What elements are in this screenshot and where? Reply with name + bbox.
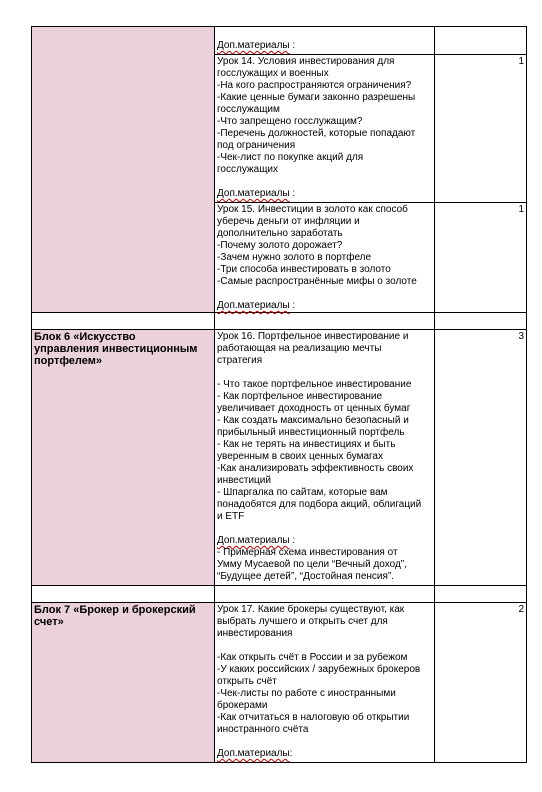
lesson-cell-14: Урок 14. Условия инвестирования для госслужащих и военных -На кого распространяются ограничения? -Какие ценные бумаги законно разрешены госслужащим -Что запрещено госслужащим? -Перечень должностей, которые попадают под ограничения -Чек-лист по покупке акций для госслужащих Доп.материалы : <box>215 55 435 203</box>
lesson-line: -Чек-лист по покупке акций для <box>217 152 364 163</box>
lesson-line: -Что запрещено госслужащим? <box>217 116 363 127</box>
lesson-line: -Как открыть счёт в России и за рубежом <box>217 652 408 663</box>
spacer-row <box>32 586 527 603</box>
lesson-line: - Как портфельное инвестирование <box>217 391 383 402</box>
lesson-line: -У каких российских / зарубежных брокеров <box>217 664 421 675</box>
empty-cell <box>435 586 527 603</box>
lesson-line: увеличивает доходность от ценных бумаг <box>217 403 411 414</box>
table-row <box>32 27 527 55</box>
lesson-line: Умму Мусаевой по цели “Вечный доход”, <box>217 559 407 570</box>
hours-cell <box>435 27 527 55</box>
lesson-line: открыть счёт <box>217 676 277 687</box>
lesson-line: -Как отчитаться в налоговую об открытии <box>217 712 410 723</box>
table-row-block-7 <box>32 603 527 763</box>
block-title-line: Блок 7 «Брокер и брокерский <box>34 604 196 616</box>
lesson-line: брокерами <box>217 700 268 711</box>
lesson-line: уберечь деньги от инфляции и <box>217 216 360 227</box>
spacer-row <box>32 313 527 330</box>
lesson-line: Урок 14. Условия инвестирования для <box>217 56 395 67</box>
lesson-line: и ETF <box>217 511 245 522</box>
lesson-line: -Чек-листы по работе с иностранными <box>217 688 396 699</box>
lesson-line: “Будущее детей”, “Достойная пенсия”. <box>217 571 395 582</box>
lesson-cell-15: Урок 15. Инвестиции в золото как способ уберечь деньги от инфляции и дополнительно заработать -Почему золото дорожает? -Зачем нужно золото в портфеле -Три способа инвестировать в золото -Самые распространённые мифы о золоте Доп.материалы : <box>215 203 435 313</box>
dop-materials-label: Доп.материалы <box>217 188 290 199</box>
block-title-line: управления инвестиционным <box>34 343 198 355</box>
table-row-block-6 <box>32 330 527 586</box>
lesson-line: уверенным в своих ценных бумагах <box>217 451 383 462</box>
lesson-line: -Как анализировать эффективность своих <box>217 463 414 474</box>
lesson-line: -Самые распространённые мифы о золоте <box>217 276 417 287</box>
lesson-line: госслужащих и военных <box>217 68 329 79</box>
lesson-line: стратегия <box>217 355 263 366</box>
lesson-line: Урок 17. Какие брокеры существуют, как <box>217 604 405 615</box>
curriculum-table <box>31 26 527 763</box>
empty-cell <box>32 586 215 603</box>
block-title-line: портфелем» <box>34 355 102 367</box>
block-title-line: Блок 6 «Искусство <box>34 331 136 343</box>
dop-materials-label: Доп.материалы <box>217 748 290 759</box>
lesson-line: -Три способа инвестировать в золото <box>217 264 391 275</box>
lesson-line: инвестиций <box>217 475 271 486</box>
lesson-line: понадобятся для подбора акций, облигаций <box>217 499 422 510</box>
hours-cell: 1 <box>435 203 527 313</box>
dop-materials-label: Доп.материалы <box>217 535 290 546</box>
block-title-line: счет» <box>34 616 64 628</box>
lesson-line: выбрать лучшего и открыть счет для <box>217 616 388 627</box>
empty-cell <box>215 586 435 603</box>
lesson-line: под ограничения <box>217 140 296 151</box>
lesson-line: -Какие ценные бумаги законно разрешены <box>217 92 416 103</box>
empty-cell <box>215 313 435 330</box>
lesson-line: инвестирования <box>217 628 293 639</box>
lesson-line: Урок 16. Портфельное инвестирование и <box>217 331 409 342</box>
hours-cell: 3 <box>435 330 527 586</box>
lesson-line: иностранного счёта <box>217 724 309 735</box>
lesson-cell: Доп.материалы : <box>215 27 435 55</box>
lesson-line: - Как создать максимально безопасный и <box>217 415 409 426</box>
lesson-line: - Примерная схема инвестирования от <box>217 547 398 558</box>
lesson-line: госслужащих <box>217 164 279 175</box>
lesson-line: -Зачем нужно золото в портфеле <box>217 252 372 263</box>
block-7-cell <box>32 603 215 763</box>
lesson-line: -Почему золото дорожает? <box>217 240 343 251</box>
empty-cell <box>435 313 527 330</box>
lesson-line: госслужащим <box>217 104 280 115</box>
lesson-line: -На кого распространяются ограничения? <box>217 80 412 91</box>
dop-materials-label: Доп.материалы <box>217 40 290 51</box>
hours-cell: 2 <box>435 603 527 763</box>
lesson-line: - Шпаргалка по сайтам, которые вам <box>217 487 388 498</box>
lesson-line: -Перечень должностей, которые попадают <box>217 128 416 139</box>
lesson-line: Урок 15. Инвестиции в золото как способ <box>217 204 408 215</box>
lesson-line: работающая на реализацию мечты <box>217 343 382 354</box>
block-cell-continued <box>32 27 215 313</box>
empty-cell <box>32 313 215 330</box>
dop-materials-label: Доп.материалы <box>217 300 290 311</box>
lesson-line: прибыльный инвестиционный портфель <box>217 427 405 438</box>
lesson-line: - Что такое портфельное инвестирование <box>217 379 412 390</box>
hours-cell: 1 <box>435 55 527 203</box>
lesson-cell-16: Урок 16. Портфельное инвестирование и работающая на реализацию мечты стратегия - Что такое портфельное инвестирование - Как портфельное инвестирование увеличивает доходность от ценных бумаг - Как создать максимально безопасный и прибыльный инвестиционный портфель - Как не терять на инвестициях и быть уверенным в своих ценных бумагах -Как анализировать эффективность своих инвестиций - Шпаргалка по сайтам, которые вам понадобятся для подбора акций, облигаций и ETF Доп.материалы : - Примерная схема инвестирования от Умму Мусаевой по цели “Вечный доход”, “Будущее детей”, “Достойная пенсия”. <box>215 330 435 586</box>
lesson-line: дополнительно заработать <box>217 228 343 239</box>
lesson-cell-17: Урок 17. Какие брокеры существуют, как выбрать лучшего и открыть счет для инвестирования -Как открыть счёт в России и за рубежом -У каких российских / зарубежных брокеров открыть счёт -Чек-листы по работе с иностранными брокерами -Как отчитаться в налоговую об открытии иностранного счёта Доп.материалы: <box>215 603 435 763</box>
lesson-line: - Как не терять на инвестициях и быть <box>217 439 396 450</box>
block-6-cell <box>32 330 215 586</box>
